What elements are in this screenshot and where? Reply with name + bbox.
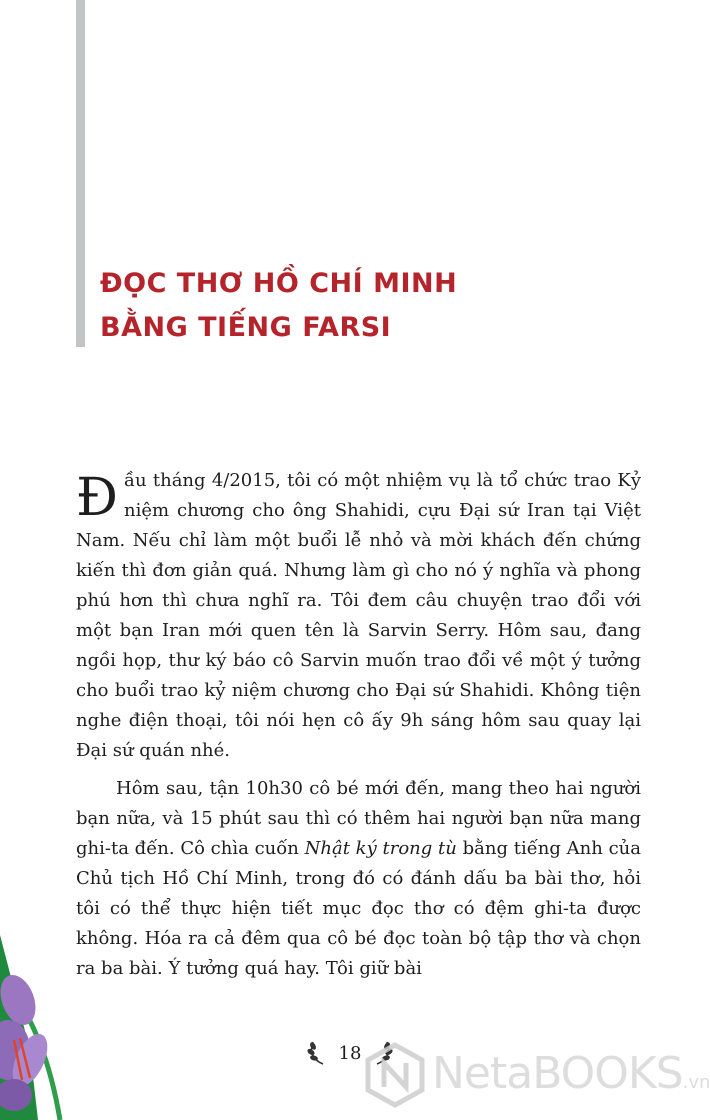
watermark [362, 1040, 710, 1110]
paragraph-2 [76, 774, 641, 984]
watermark-brand: NetaBOOKS [432, 1048, 683, 1099]
paragraph-1 [76, 466, 641, 766]
body-text [76, 466, 641, 984]
watermark-text [432, 1048, 710, 1099]
chapter-title-line-1: ĐỌC THƠ HỒ CHÍ MINH [100, 268, 458, 299]
paragraph-1-text: ầu tháng 4/2015, tôi có một nhiệm vụ là tổ chức trao Kỷ niệm chương cho ông Shahidi, cựu Đại sứ Iran tại Việt Nam. Nếu chỉ làm một buổi lễ nhỏ và mời khách đến chứng kiến thì đơn giản quá. Nhưng làm gì cho nó ý nghĩa và phong phú hơn thì chưa nghĩ ra. Tôi đem câu chuyện trao đổi với một bạn Iran mới quen tên là Sarvin Serry. Hôm sau, đang ngồi họp, thư ký báo cô Sarvin muốn trao đổi về một ý tưởng cho buổi trao kỷ niệm chương cho Đại sứ Shahidi. Không tiện nghe điện thoại, tôi nói hẹn cô ấy 9h sáng hôm sau quay lại Đại sứ quán nhé. [76, 470, 641, 761]
page-number-value: 18 [338, 1042, 362, 1064]
paragraph-2-text-a: Hôm sau, tận 10h30 cô bé mới đến, mang theo hai người bạn nữa, và 15 phút sau thì có thêm hai người bạn nữa mang ghi-ta đến. Cô chìa cuốn [76, 778, 641, 859]
paragraph-2-text-b: bằng tiếng Anh của Chủ tịch Hồ Chí Minh, trong đó có đánh dấu ba bài thơ, hỏi tôi có thể thực hiện tiết mục đọc thơ có đệm ghi-ta được không. Hóa ra cả đêm qua cô bé đọc toàn bộ tập thơ và chọn ra ba bài. Ý tưởng quá hay. Tôi giữ bài [76, 838, 641, 979]
watermark-suffix: .vn [682, 1072, 710, 1093]
n-hexagon-logo-icon [364, 1042, 426, 1108]
saffron-flower-icon [0, 930, 70, 1120]
drop-cap: Đ [76, 468, 118, 528]
book-title: Nhật ký trong tù [304, 838, 457, 859]
chapter-title-line-2: BẰNG TIẾNG FARSI [100, 312, 392, 343]
laurel-left-icon [305, 1040, 327, 1066]
decorative-side-bar [76, 0, 85, 347]
chapter-title [100, 262, 457, 350]
